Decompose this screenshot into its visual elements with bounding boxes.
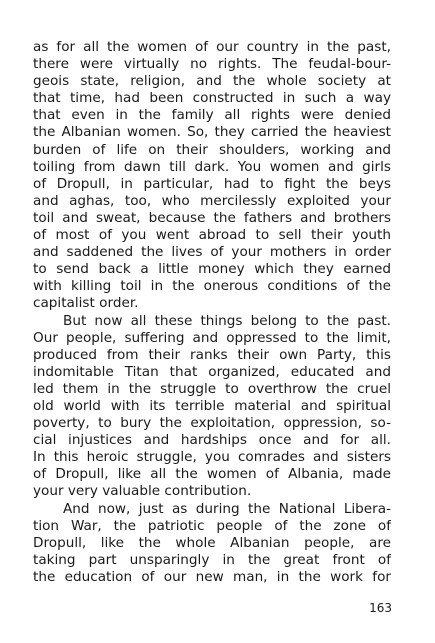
page-number: 163	[369, 601, 392, 615]
paragraph-start-line: But now all these things belong to the past.	[63, 312, 391, 329]
text-line: there were virtually no rights. The feudal-bour-	[33, 56, 391, 73]
text-line: Dropull, like the whole Albanian people, are	[33, 534, 391, 551]
paragraph-end-line: capitalist order.	[33, 295, 139, 312]
text-line: burden of life on their shoulders, working and	[33, 141, 391, 158]
text-line: taking part unsparingly in the great front of	[33, 551, 391, 568]
text-line: poverty, to bury the exploitation, oppression, so-	[33, 415, 391, 432]
text-line: led them in the struggle to overthrow the cruel	[33, 380, 391, 397]
paragraph-start-line: And now, just as during the National Libera-	[63, 500, 391, 517]
text-line: as for all the women of our country in the past,	[33, 39, 391, 55]
text-line: produced from their ranks their own Party, this	[33, 346, 391, 363]
text-line: indomitable Titan that organized, educated and	[33, 363, 391, 380]
text-line: In this heroic struggle, you comrades and sisters	[33, 449, 391, 466]
paragraph-end-line: your very valuable contribution.	[33, 483, 252, 500]
text-line: the Albanian women. So, they carried the heaviest	[33, 124, 391, 141]
text-line: and aghas, too, who mercilessly exploited your	[33, 192, 391, 209]
body-text	[33, 39, 391, 586]
text-line: toiling from dawn till dark. You women and girls	[33, 158, 391, 175]
text-line: cial injustices and hardships once and for all.	[33, 432, 391, 449]
text-line: to send back a little money which they earned	[33, 261, 391, 278]
text-line: of Dropull, like all the women of Albania, made	[33, 466, 391, 483]
text-line: of Dropull, in particular, had to fight the beys	[33, 175, 391, 192]
text-line: with killing toil in the onerous conditions of the	[33, 278, 391, 295]
text-line: Our people, suffering and oppressed to the limit,	[33, 329, 391, 346]
text-line: tion War, the patriotic people of the zone of	[33, 517, 391, 534]
text-line: old world with its terrible material and spiritual	[33, 397, 391, 414]
text-line: toil and sweat, because the fathers and brothers	[33, 209, 391, 226]
text-line: that time, had been constructed in such a way	[33, 90, 391, 107]
text-line: of most of you went abroad to sell their youth	[33, 227, 391, 244]
text-line: and saddened the lives of your mothers in order	[33, 244, 391, 261]
text-line: geois state, religion, and the whole society at	[33, 73, 391, 90]
text-line: the education of our new man, in the work for	[33, 568, 391, 585]
text-line: that even in the family all rights were denied	[33, 107, 391, 124]
